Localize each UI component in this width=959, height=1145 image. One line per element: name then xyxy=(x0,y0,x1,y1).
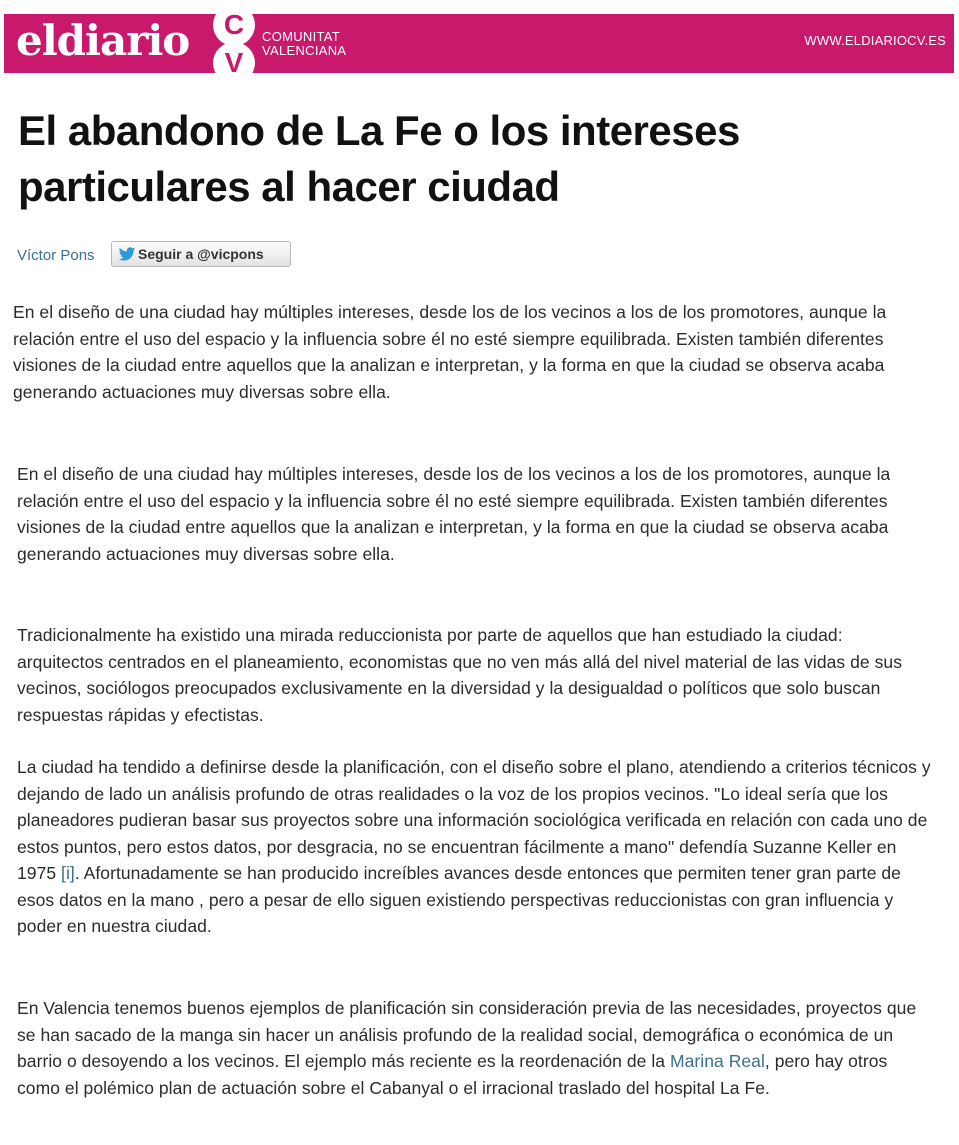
region-line-1: COMUNITAT xyxy=(262,29,341,44)
article-paragraph-3: Tradicionalmente ha existido una mirada reduccionista por parte de aquellos que han estudiado la ciudad: arquitectos centrados en el planeamiento, economistas que no ven más allá del nivel material de las vidas de sus vecinos, sociólogos preocupados exclusivamente en la diversidad y la desigualdad o políticos que solo buscan respuestas rápidas y efectistas. xyxy=(17,625,902,725)
article-paragraph-5 xyxy=(17,995,932,1101)
cv-logo-c: C xyxy=(213,4,255,46)
cv-logo-v: V xyxy=(213,42,255,84)
footnote-link[interactable]: [i] xyxy=(61,863,75,883)
article-title: El abandono de La Fe o los intereses particulares al hacer ciudad xyxy=(18,107,740,210)
twitter-follow-button[interactable] xyxy=(111,241,291,267)
twitter-bird-icon xyxy=(118,247,136,262)
paragraph-5-text-b: , pero hay otros como el polémico plan de actuación sobre el Cabanyal o el irracional traslado del hospital La Fe. xyxy=(17,1051,888,1098)
region-line-2: VALENCIANA xyxy=(262,43,347,58)
paragraph-4-text-b: . Afortunadamente se han producido increíbles avances desde entonces que permiten tener gran parte de esos datos en la mano , pero a pesar de ello siguen existiendo perspectivas reduccionistas con gran influencia y poder en nuestra ciudad. xyxy=(17,863,901,936)
article-paragraph-2: En el diseño de una ciudad hay múltiples intereses, desde los de los vecinos a los de los promotores, aunque la relación entre el uso del espacio y la influencia sobre él no esté siempre equilibrada. Existen también diferentes visiones de la ciudad entre aquellos que la analizan e interpretan, y la forma en que la ciudad se observa acaba generando actuaciones muy diversas sobre ella. xyxy=(17,464,891,564)
paragraph-4-text-a: La ciudad ha tendido a definirse desde la planificación, con el diseño sobre el plano, atendiendo a criterios técnicos y dejando de lado un análisis profundo de otras realidades o la voz de los propios vecinos. "Lo ideal sería que los planeadores pudieran basar sus proyectos sobre una información sociológica verificada en relación con cada uno de estos puntos, pero estos datos, por desgracia, no se encuentran fácilmente a mano" defendía Suzanne Keller en 1975 xyxy=(17,757,931,883)
site-logo[interactable]: eldiario xyxy=(16,16,190,65)
follow-button-label: Seguir a @vicpons xyxy=(138,246,264,262)
marina-real-link[interactable]: Marina Real xyxy=(670,1051,765,1071)
paragraph-5-text-a: En Valencia tenemos buenos ejemplos de planificación sin consideración previa de las necesidades, proyectos que se han sacado de la manga sin hacer un análisis profundo de la realidad social, demográfica o económica de un barrio o desoyendo a los vecinos. El ejemplo más reciente es la reordenación de la xyxy=(17,998,917,1071)
author-link[interactable]: Víctor Pons xyxy=(17,247,95,264)
site-url-link[interactable]: WWW.ELDIARIOCV.ES xyxy=(804,33,946,48)
site-header xyxy=(4,9,954,78)
cv-logo-mark xyxy=(213,4,255,84)
article-paragraph-4 xyxy=(17,754,932,940)
article-paragraph-1: En el diseño de una ciudad hay múltiples intereses, desde los de los vecinos a los de los promotores, aunque la relación entre el uso del espacio y la influencia sobre él no esté siempre equilibrada. Existen también diferentes visiones de la ciudad entre aquellos que la analizan e interpretan, y la forma en que la ciudad se observa acaba generando actuaciones muy diversas sobre ella. xyxy=(13,302,887,402)
region-label xyxy=(262,30,346,58)
